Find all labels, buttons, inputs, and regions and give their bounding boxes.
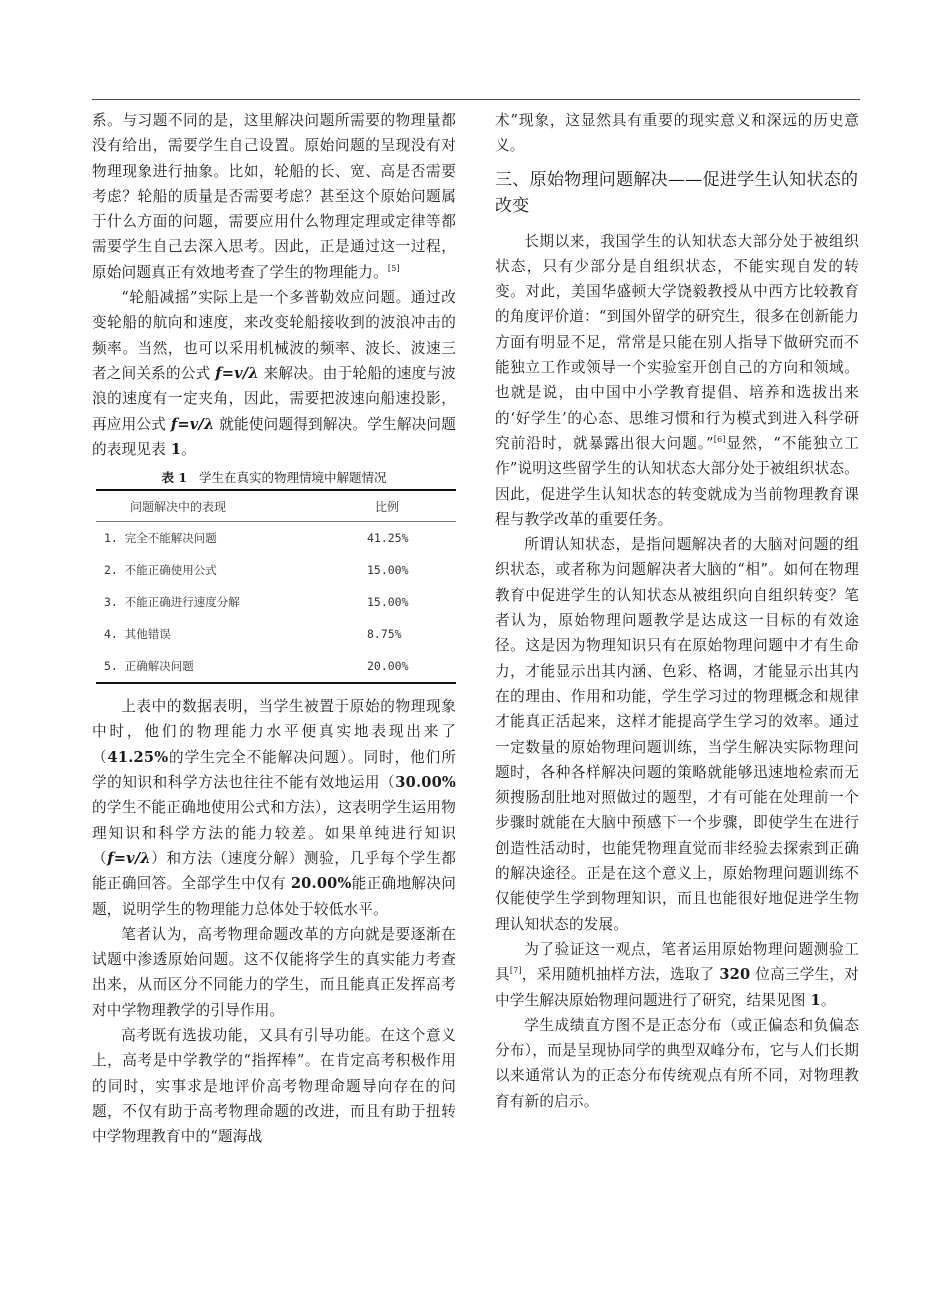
header-rule	[92, 99, 860, 100]
right-column	[495, 108, 859, 1114]
paragraph: 系。与习题不同的是，这里解决问题所需要的物理量都没有给出，需要学生自己设置。原始问题的呈现没有对物理现象进行抽象。比如，轮船的长、宽、高是否需要考虑？轮船的质量是否需要考虑？甚至这个原始问题属于什么方面的问题，需要应用什么物理定理或定律等都需要学生自己去深入思考。因此，正是通过这一过程，原始问题真正有效地考查了学生的物理能力。[5]	[92, 112, 456, 281]
table-cell: 15.00%	[366, 595, 409, 610]
table-cell: 2. 不能正确使用公式	[104, 563, 217, 578]
paragraph: 所谓认知状态，是指问题解决者的大脑对问题的组织状态，或者称为问题解决者大脑的“相”。如何在物理教育中促进学生的认知状态从被组织向自组织转变？笔者认为，原始物理问题教学是达成这一目标的有效途径。这是因为物理知识只有在原始物理问题中才有生命力，才能显示出其内涵、色彩、格调，才能显示出其内在的理由、作用和功能，学生学习过的物理概念和规律才能真正活起来，这样才能提高学生学习的效率。通过一定数量的原始物理问题训练，当学生解决实际物理问题时，各种各样解决问题的策略就能够迅速地检索而无须搜肠刮肚地对照做过的题型，才有可能在处理前一个步骤时就能在大脑中预感下一个步骤，即使学生在进行创造性活动时，也能凭物理直觉而非经验去探索到正确的解决途径。正是在这个意义上，原始物理问题训练不仅能使学生学到物理知识，而且也能很好地促进学生物理认知状态的发展。	[495, 536, 859, 933]
paragraph: 长期以来，我国学生的认知状态大部分处于被组织状态，只有少部分是自组织状态，不能实现自发的转变。对此，美国华盛顿大学饶毅教授从中西方比较教育的角度评价道：“到国外留学的研究生，很多在创新能力方面有明显不足，常常是只能在别人指导下做研究而不能独立工作或领导一个实验室开创自己的方向和领域。也就是说，由中国中小学教育提倡、培养和选拔出来的‘好学生’的心态、思维习惯和行为模式到进入科学研究前沿时，就暴露出很大问题。”[6]显然，“不能独立工作”说明这些留学生的认知状态大部分处于被组织状态。因此，促进学生认知状态的转变就成为当前物理教育课程与教学改革的重要任务。	[495, 232, 859, 528]
table-cell: 4. 其他错误	[104, 627, 171, 642]
table-header-row	[96, 490, 456, 522]
paragraph: 术”现象，这显然具有重要的现实意义和深远的历史意义。	[495, 112, 859, 155]
table-row	[96, 522, 456, 555]
column-header: 问题解决中的表现	[130, 499, 227, 514]
paragraph: 高考既有选拔功能，又具有引导功能。在这个意义上，高考是中学教学的“指挥棒”。在肯定高考积极作用的同时，实事求是地评价高考物理命题导向存在的问题，不仅有助于高考物理命题的改进，而且有助于扭转中学物理教育中的“题海战	[92, 1027, 456, 1146]
column-header: 比例	[374, 499, 399, 514]
table-cell: 15.00%	[366, 563, 409, 578]
table-caption: 表 1 学生在真实的物理情境中解题情况	[161, 470, 387, 486]
paragraph: 为了验证这一观点，笔者运用原始物理问题测验工具[7]，采用随机抽样方法，选取了 320 位高三学生，对中学生解决原始物理问题进行了研究，结果见图 1。	[495, 940, 859, 1009]
table-cell: 1. 完全不能解决问题	[104, 531, 217, 546]
section-heading: 三、原始物理问题解决——促进学生认知状态的改变	[495, 169, 859, 216]
table-cell: 41.25%	[366, 531, 409, 546]
paragraph: “轮船减摇”实际上是一个多普勒效应问题。通过改变轮船的航向和速度，来改变轮船接收到的波浪冲击的频率。当然，也可以采用机械波的频率、波长、波速三者之间关系的公式 f=v/λ 来解决。由于轮船的速度与波浪的速度有一定夹角，因此，需要把波速向船速投影，再应用公式 f=v/λ 就能使问题得到解决。学生解决问题的表现见表 1。	[92, 289, 457, 458]
formula: f=v/λ	[170, 415, 215, 433]
table-row	[96, 650, 456, 683]
paragraph: 上表中的数据表明，当学生被置于原始的物理现象中时，他们的物理能力水平便真实地表现出来了（41.25%的学生完全不能解决问题）。同时，他们所学的知识和科学方法也往往不能有效地运用（30.00%的学生不能正确地使用公式和方法），这表明学生运用物理知识和科学方法的能力较差。如果单纯进行知识（f=v/λ）和方法（速度分解）测验，几乎每个学生都能正确回答。全部学生中仅有 20.00%能正确地解决问题，说明学生的物理能力总体处于较低水平。	[92, 698, 456, 918]
paragraph: 学生成绩直方图不是正态分布（或正偏态和负偏态分布），而是呈现协同学的典型双峰分布，它与人们长期以来通常认为的正态分布传统观点有所不同，对物理教育有新的启示。	[495, 1016, 859, 1110]
table-cell: 20.00%	[366, 659, 409, 674]
table-cell: 8.75%	[366, 627, 402, 642]
table-row	[96, 618, 456, 650]
table-cell: 5. 正确解决问题	[104, 659, 194, 674]
left-column	[92, 108, 456, 1150]
results-table	[96, 489, 456, 684]
paragraph: 笔者认为，高考物理命题改革的方向就是要逐渐在试题中渗透原始问题。这不仅能将学生的真实能力考查出来，从而区分不同能力的学生，而且能真正发挥高考对中学物理教学的引导作用。	[92, 925, 456, 1019]
table-cell: 3. 不能正确进行速度分解	[104, 595, 240, 610]
table-row	[96, 554, 456, 586]
citation: [6]	[713, 435, 726, 445]
table-row	[96, 586, 456, 618]
formula: f=v/λ	[107, 849, 151, 867]
formula: f=v/λ	[215, 364, 259, 382]
citation: [5]	[387, 263, 400, 273]
citation: [7]	[509, 966, 522, 976]
